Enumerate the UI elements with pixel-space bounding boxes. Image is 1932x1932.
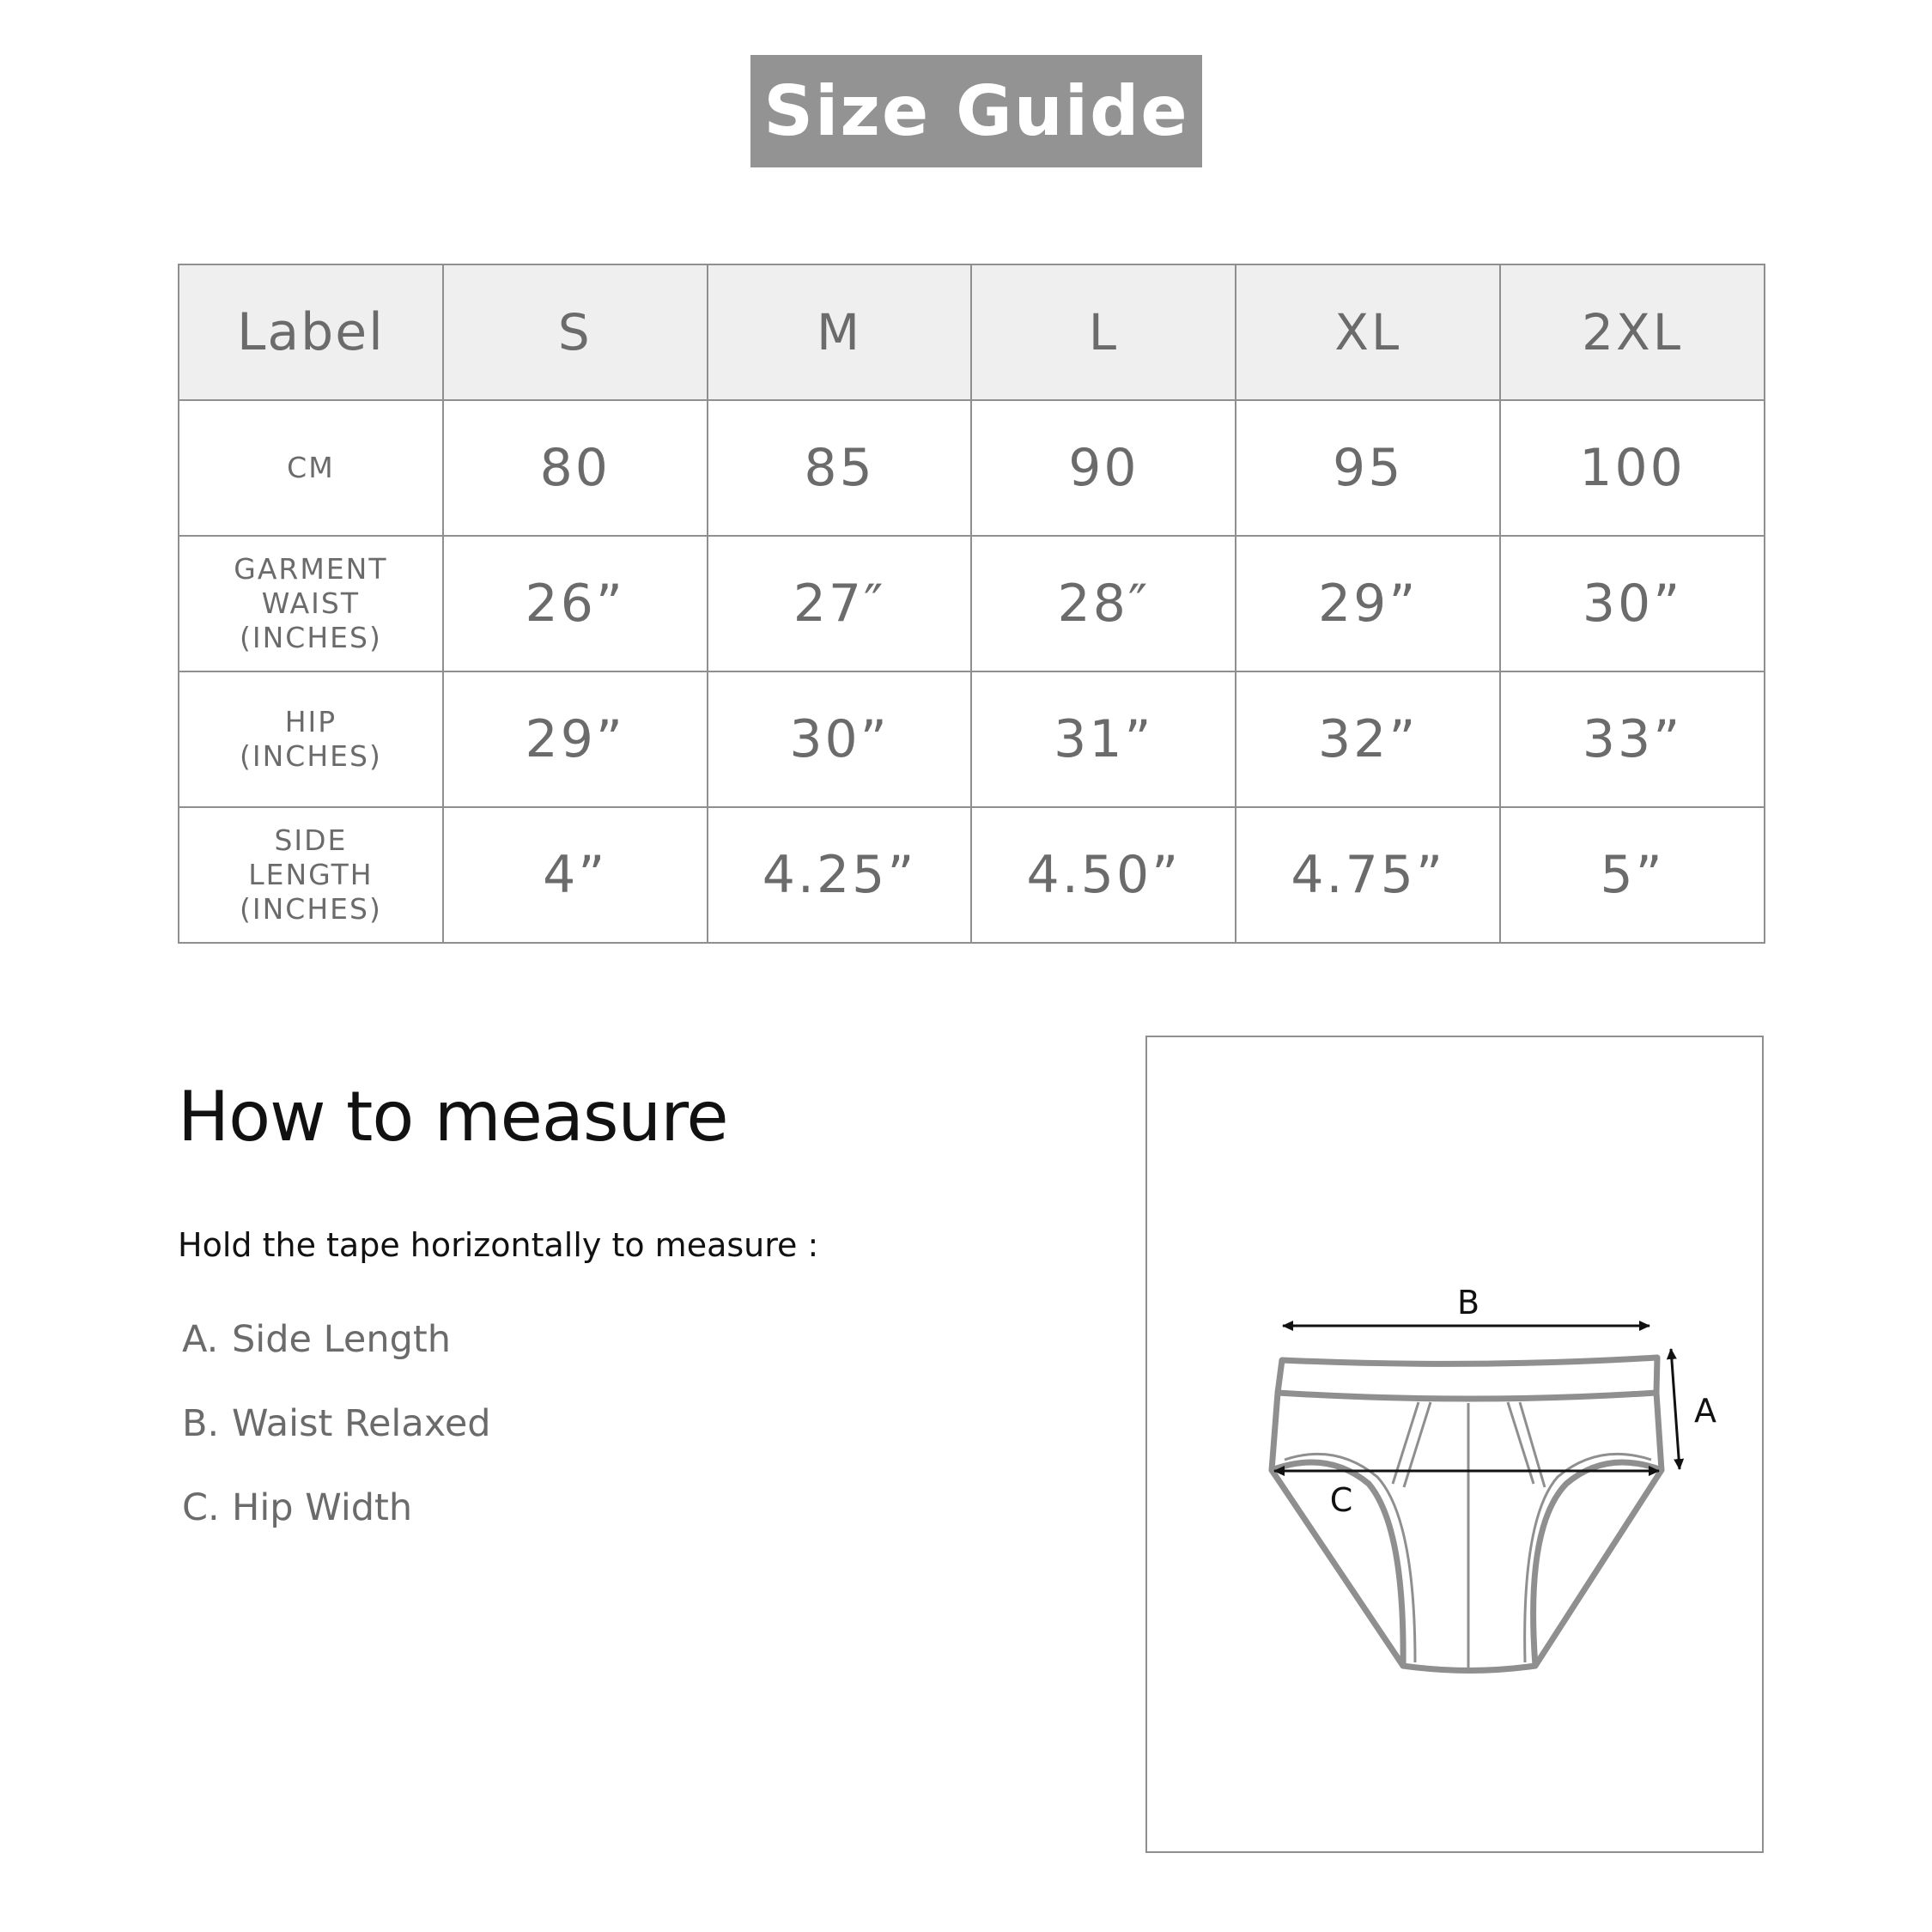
table-header-row: [179, 264, 1765, 400]
table-cell: 5”: [1500, 807, 1765, 943]
list-text: Hip Width: [232, 1486, 413, 1529]
header-size-m: M: [708, 264, 972, 400]
row-label: CM: [179, 400, 443, 536]
table-cell: 85: [708, 400, 972, 536]
table-cell: 30”: [708, 671, 972, 807]
list-item: [182, 1318, 491, 1402]
brief-outline-icon: [1147, 1037, 1762, 1851]
table-cell: 80: [443, 400, 708, 536]
header-size-s: S: [443, 264, 708, 400]
list-text: Waist Relaxed: [232, 1402, 491, 1445]
table-row-waist: [179, 536, 1765, 671]
table-cell: 100: [1500, 400, 1765, 536]
list-text: Side Length: [232, 1318, 451, 1361]
table-cell: 31”: [971, 671, 1236, 807]
arrow-a: [1671, 1349, 1680, 1469]
label-a: A: [1694, 1392, 1716, 1430]
table-cell: 90: [971, 400, 1236, 536]
table-cell: 30”: [1500, 536, 1765, 671]
label-b: B: [1456, 1284, 1480, 1321]
table-cell: 4”: [443, 807, 708, 943]
measure-list: [182, 1318, 491, 1571]
table-cell: 26”: [443, 536, 708, 671]
table-cell: 27″: [708, 536, 972, 671]
measure-instruction: Hold the tape horizontally to measure :: [178, 1226, 819, 1264]
size-guide-banner: [750, 55, 1202, 167]
header-size-2xl: 2XL: [1500, 264, 1765, 400]
list-letter: B.: [182, 1402, 220, 1445]
size-table: [178, 264, 1765, 944]
header-size-xl: XL: [1236, 264, 1500, 400]
measure-diagram: [1145, 1036, 1764, 1853]
how-to-measure-heading: How to measure: [178, 1077, 728, 1157]
table-cell: 29”: [443, 671, 708, 807]
table-cell: 4.50”: [971, 807, 1236, 943]
table-row-side-length: [179, 807, 1765, 943]
table-cell: 95: [1236, 400, 1500, 536]
label-c: C: [1329, 1481, 1353, 1519]
list-item: [182, 1402, 491, 1486]
table-cell: 4.75”: [1236, 807, 1500, 943]
list-letter: C.: [182, 1486, 220, 1529]
table-row-hip: [179, 671, 1765, 807]
list-item: [182, 1486, 491, 1571]
table-cell: 4.25”: [708, 807, 972, 943]
brief-seams: [1285, 1402, 1651, 1668]
table-row-cm: [179, 400, 1765, 536]
row-label: SIDE LENGTH (INCHES): [179, 807, 443, 943]
list-letter: A.: [182, 1318, 219, 1361]
table-cell: 29”: [1236, 536, 1500, 671]
table-cell: 33”: [1500, 671, 1765, 807]
header-label: Label: [179, 264, 443, 400]
page-title: Size Guide: [763, 71, 1189, 151]
table-cell: 32”: [1236, 671, 1500, 807]
row-label: GARMENT WAIST (INCHES): [179, 536, 443, 671]
header-size-l: L: [971, 264, 1236, 400]
row-label: HIP (INCHES): [179, 671, 443, 807]
table-cell: 28″: [971, 536, 1236, 671]
